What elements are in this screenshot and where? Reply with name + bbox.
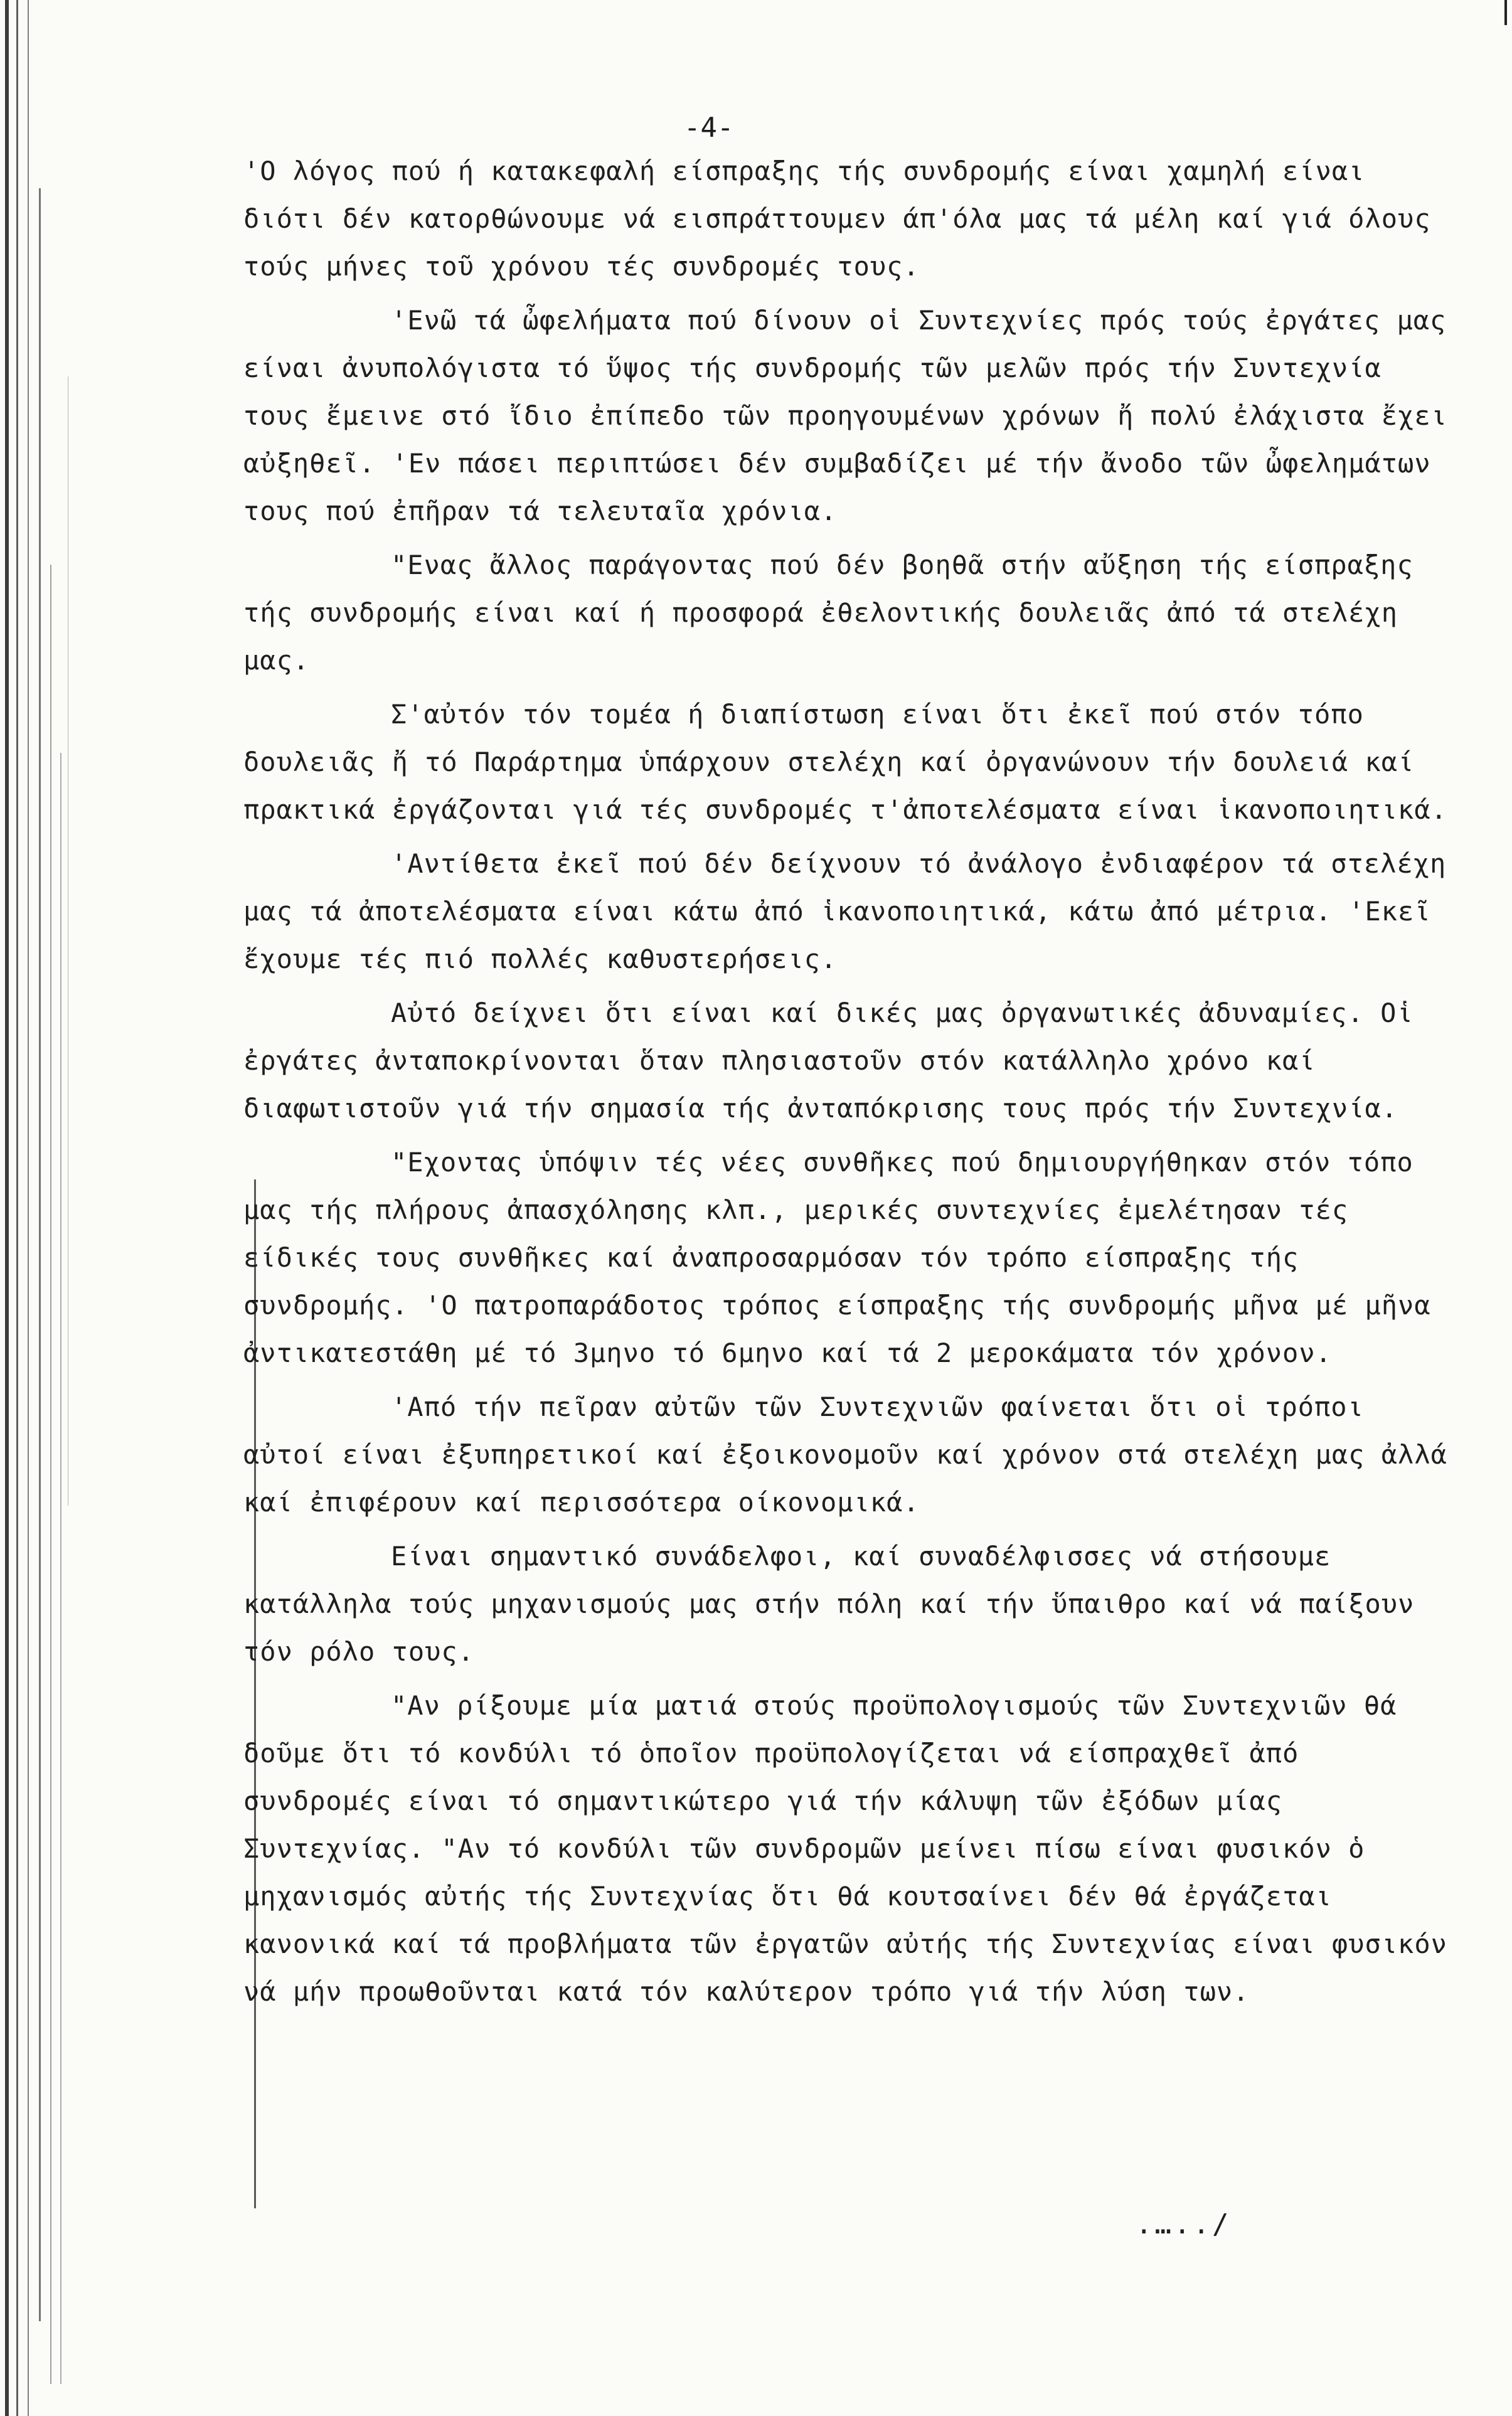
paragraph-1: 'Ο λόγος πού ή κατακεφαλή είσπραξης τής συνδρομής είναι χαμηλή είναι διότι δέν κατορθώνουμε νά εισπράττουμεν άπ'όλα μας τά μέλη καί γιά όλους τούς μήνες τοῦ χρόνου τές συνδρομές τους. (243, 156, 1431, 282)
scan-edge-artifact (39, 188, 41, 2321)
scan-edge-artifact (60, 753, 61, 2384)
corner-mark (1504, 0, 1507, 25)
scan-edge-artifact (28, 0, 29, 2416)
continuation-mark: .…../ (1136, 2208, 1232, 2240)
scan-edge-artifact (5, 0, 9, 2416)
paragraph-9: Είναι σημαντικό συνάδελφοι, καί συναδέλφισσες νά στήσουμε κατάλληλα τούς μηχανισμούς μας στήν πόλη καί τήν ὕπαιθρο καί νά παίξουν τόν ρόλο τους. (243, 1541, 1415, 1667)
paragraph-7: "Εχοντας ὑπόψιν τές νέες συνθῆκες πού δημιουργήθηκαν στόν τόπο μας τής πλήρους ἀπασχόλησης κλπ., μερικές συντεχνίες ἐμελέτησαν τές είδικές τους συνθῆκες καί ἀναπροσαρμόσαν τόν τρόπο είσπραξης τής συνδρομής. 'Ο πατροπαράδοτος τρόπος είσπραξης τής συνδρομής μῆνα μέ μῆνα ἀντικατεστάθη μέ τό 3μηνο τό 6μηνο καί τά 2 μεροκάματα τόν χρόνον. (243, 1147, 1431, 1368)
paragraph-6: Αὐτό δείχνει ὅτι είναι καί δικές μας ὀργανωτικές ἀδυναμίες. Οἱ ἐργάτες ἀνταποκρίνονται ὅταν πλησιαστοῦν στόν κατάλληλο χρόνο καί διαφωτιστοῦν γιά τήν σημασία τής ἀνταπόκρισης τους πρός τήν Συντεχνία. (243, 998, 1414, 1124)
scan-edge-artifact (50, 565, 51, 2384)
page-number: -4- (684, 112, 734, 144)
paragraph-2: 'Ενῶ τά ὦφελήματα πού δίνουν οἱ Συντεχνίες πρός τούς ἐργάτες μας είναι ἀνυπολόγιστα τό ὕψος τής συνδρομής τῶν μελῶν πρός τήν Συντεχνία τους ἔμεινε στό ἴδιο ἐπίπεδο τῶν προηγουμένων χρόνων ἤ πολύ ἐλάχιστα ἔχει αὐξηθεῖ. 'Εν πάσει περιπτώσει δέν συμβαδίζει μέ τήν ἄνοδο τῶν ὦφελημάτων τους πού ἐπῆραν τά τελευταῖα χρόνια. (243, 305, 1447, 526)
paragraph-10: "Αν ρίξουμε μία ματιά στούς προϋπολογισμούς τῶν Συντεχνιῶν θά δοῦμε ὅτι τό κονδύλι τό ὁποῖον προϋπολογίζεται νά είσπραχθεῖ ἀπό συνδρομές είναι τό σημαντικώτερο γιά τήν κάλυψη τῶν ἐξόδων μίας Συντεχνίας. "Αν τό κονδύλι τῶν συνδρομῶν μείνει πίσω είναι φυσικόν ὁ μηχανισμός αὐτής τής Συντεχνίας ὅτι θά κουτσαίνει δέν θά ἐργάζεται κανονικά καί τά προβλήματα τῶν ἐργατῶν αὐτής τής Συντεχνίας είναι φυσικόν νά μήν προωθοῦνται κατά τόν καλύτερον τρόπο γιά τήν λύση των. (243, 1690, 1447, 2007)
paragraph-3: "Ενας ἄλλος παράγοντας πού δέν βοηθᾶ στήν αὔξηση τής είσπραξης τής συνδρομής είναι καί ή προσφορά ἐθελοντικής δουλειᾶς ἀπό τά στελέχη μας. (243, 550, 1414, 676)
body-text (243, 147, 1451, 2022)
scan-edge-artifact (16, 0, 18, 2416)
paragraph-5: 'Αντίθετα ἐκεῖ πού δέν δείχνουν τό ἀνάλογο ἐνδιαφέρον τά στελέχη μας τά ἀποτελέσματα είναι κάτω ἀπό ἱκανοποιητικά, κάτω ἀπό μέτρια. 'Εκεῖ ἔχουμε τές πιό πολλές καθυστερήσεις. (243, 848, 1447, 974)
paragraph-4: Σ'αὐτόν τόν τομέα ή διαπίστωση είναι ὅτι ἐκεῖ πού στόν τόπο δουλειᾶς ἤ τό Παράρτημα ὑπάρχουν στελέχη καί ὀργανώνουν τήν δουλειά καί πρακτικά ἐργάζονται γιά τές συνδρομές τ'ἀποτελέσματα είναι ἱκανοποιητικά. (243, 699, 1447, 825)
paragraph-8: 'Από τήν πεῖραν αὐτῶν τῶν Συντεχνιῶν φαίνεται ὅτι οἱ τρόποι αὐτοί είναι ἐξυπηρετικοί καί ἐξοικονομοῦν καί χρόνον στά στελέχη μας ἀλλά καί ἐπιφέρουν καί περισσότερα οίκονομικά. (243, 1392, 1447, 1518)
